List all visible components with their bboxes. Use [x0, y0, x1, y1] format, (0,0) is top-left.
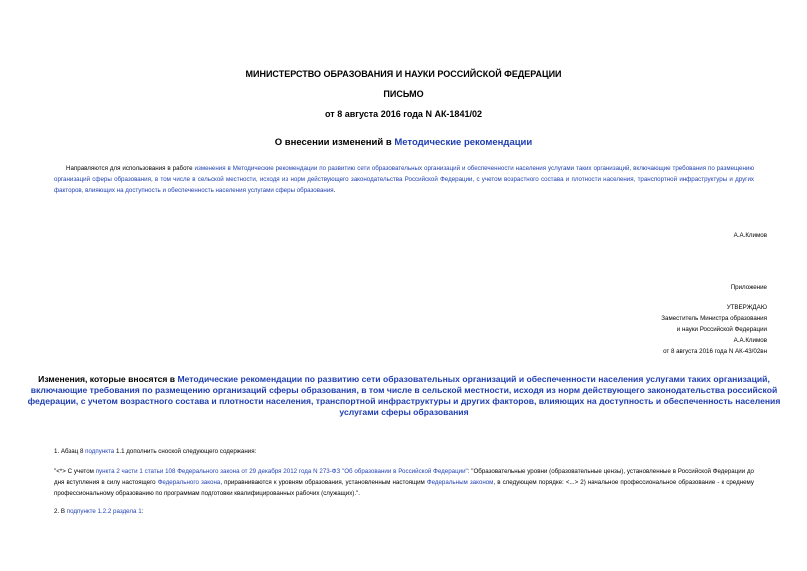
subject-prefix: О внесении изменений в — [274, 137, 392, 148]
changes-heading-link[interactable]: Методические рекомендации по развитию сети образовательных организаций и обеспеченности населения услугами таких организаций, включающие требования по размещению организаций сферы образования, в том числе в сельской местности, исходя из норм действующего законодательства российской федерации, с учетом возрастного состава и плотности населения, транспортной инфраструктуры и других факторов, влияющих на доступность и обеспеченность населения услугами сферы образования — [27, 374, 781, 417]
item-2-rest: : — [141, 508, 144, 515]
intro-paragraph — [54, 163, 754, 196]
item-1-rest: 1.1 дополнить сноской следующего содержания: — [115, 448, 257, 455]
footnote-text-1: "<*> С учетом — [54, 468, 94, 475]
approval-position-2: и науки Российской Федерации — [676, 326, 767, 333]
document-date-number: от 8 августа 2016 года N АК-1841/02 — [325, 109, 482, 119]
item-2-link[interactable]: подпункте 1.2.2 раздела 1 — [66, 508, 142, 515]
footnote-paragraph — [54, 466, 754, 499]
footnote-text-2: : "Образовательные уровни (образовательные цензы), установленные в Российской Федерации до дня вступления в силу настоящего — [54, 468, 754, 486]
document-type: ПИСЬМО — [383, 89, 424, 99]
item-1-text: 1. Абзац 8 — [54, 448, 84, 455]
signature: А.А.Климов — [733, 232, 767, 239]
footnote-text-3: , приравниваются к уровням образования, установленным настоящим — [220, 479, 425, 486]
item-1 — [54, 446, 754, 457]
appendix-label: Приложение — [730, 284, 767, 291]
approval-date: от 8 августа 2016 года N АК-43/02вн — [663, 348, 767, 355]
approval-position-1: Заместитель Министра образования — [661, 315, 767, 322]
approval-block — [661, 302, 767, 357]
item-1-link[interactable]: подпункта — [85, 448, 115, 455]
ministry-title: МИНИСТЕРСТВО ОБРАЗОВАНИЯ И НАУКИ РОССИЙСКОЙ ФЕДЕРАЦИИ — [245, 69, 562, 79]
changes-heading-prefix: Изменения, которые вносятся в — [38, 374, 176, 384]
approval-name: А.А.Климов — [733, 337, 767, 344]
intro-text: Направляются для использования в работе — [66, 165, 193, 172]
intro-end: . — [333, 187, 336, 194]
item-2-text: 2. В — [54, 508, 66, 515]
intro-changes-link[interactable]: изменения в Методические рекомендации по развитию сети образовательных организаций и обеспеченности населения услугами таких организаций, включающие требования по размещению организаций сферы образования, в том числе в сельской местности, исходя из норм действующего законодательства Российской Федерации, с учетом возрастного состава и плотности населения, транспортной инфраструктуры и других факторов, влияющих на доступность и обеспеченность населения услугами сферы образования — [54, 165, 755, 194]
footnote-text-4: , в следующем порядке: <...> 2) начальное профессиональное образование - к среднему профессиональному образованию по программам подготовки квалифицированных рабочих (служащих).". — [54, 479, 754, 497]
document-subject — [0, 137, 807, 148]
footnote-link-law-article[interactable]: пункта 2 части 1 статьи 108 Федерального закона от 29 декабря 2012 года N 273-ФЗ "Об образовании в Российской Федерации" — [95, 468, 468, 475]
changes-heading — [24, 374, 784, 418]
item-2 — [54, 506, 754, 517]
footnote-link-federal-law[interactable]: Федерального закона — [157, 479, 221, 486]
approval-title: УТВЕРЖДАЮ — [726, 304, 767, 311]
subject-link[interactable]: Методические рекомендации — [394, 137, 533, 148]
footnote-link-federal-law-2[interactable]: Федеральным законом — [426, 479, 494, 486]
